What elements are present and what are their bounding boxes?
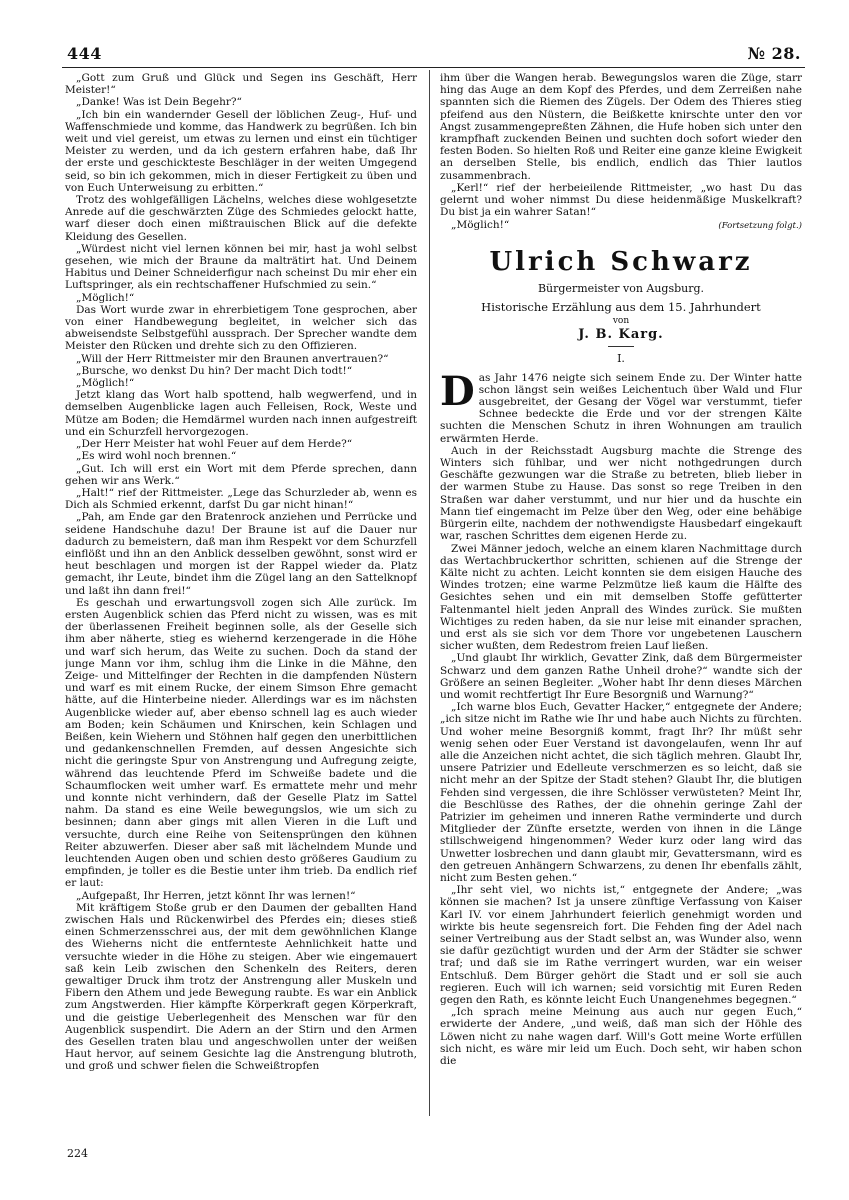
author-rule	[608, 346, 634, 347]
paragraph: „Will der Herr Rittmeister mir den Braunen anvertrauen?“	[76, 352, 389, 365]
left-column	[65, 72, 417, 1122]
story-title: Ulrich Schwarz	[489, 246, 753, 277]
paragraph: „Möglich!“	[76, 377, 135, 390]
story-subtitle: Bürgermeister von Augsburg.	[537, 281, 705, 295]
paragraph: ihm über die Wangen herab. Bewegungslos waren die Züge, starr hing das Auge an dem Kopf des Pferdes, und dem Zerreißen nahe spannten sich die Riemen des Zügels. Der Odem des Thieres stieg pfeifend aus den Nüstern, die Beißkette knirschte unter den vor Angst zusammengepreßten Zähnen, die Hufe hoben sich unter den krampfhaft zuckenden Beinen und suchten doch sofort wieder den festen Boden. So hielten Roß und Reiter eine ganze kleine Ewigkeit an derselben Stelle, bis endlich, endlich das Thier lautlos zusammenbrach.	[440, 72, 802, 182]
paragraph: „Kerl!“ rief der herbeieilende Rittmeister, „wo hast Du das gelernt und woher nimmst Du diese heidenmäßige Muskelkraft? Du bist ja ein wahrer Satan!“	[440, 181, 802, 219]
opening-text: as Jahr 1476 neigte sich seinem Ende zu. Der Winter hatte schon längst sein weißes Leichentuch über Wald und Flur ausgebreitet, der Gesang der Vögel war verstummt, tiefer Schnee bedeckte die Erde und vor der strengen Kälte suchten die Menschen Schutz in ihren Wohnungen am traulich erwärmten Herde.	[440, 371, 802, 445]
story-byline: von	[612, 316, 630, 327]
paragraph: „Möglich!“	[76, 291, 135, 304]
paragraph: „Ich bin ein wandernder Gesell der löblichen Zeug-, Huf- und Waffenschmiede und komme, das Handwerk zu begrüßen. Ich bin weit und viel gereist, um etwas zu lernen und einst ein tüchtiger Meister zu werden, und da ich gestern erfahren habe, daß Ihr der erste und geschickteste Beschläger in der weiten Umgegend seid, so bin ich gekommen, mich in dieser Fertigkeit zu üben und von Euch Unterweisung zu erbitten.“	[65, 108, 417, 194]
paragraph: Mit kräftigem Stoße grub er den Daumen der geballten Hand zwischen Hals und Rückenwirbel des Pferdes ein; dieses stieß einen Schmerzensschrei aus, der mit dem gewöhnlichen Klange des Wieherns nicht die entfernteste Aehnlichkeit hatte und versuchte wieder in die Höhe zu steigen. Aber wie eingemauert saß kein Leib zwischen den Schenkeln des Reiters, deren gewaltiger Druck ihm trotz der Anstrengung aller Muskeln und Fibern den Athem und jede Bewegung raubte. Es war ein Anblick zum Angstwerden. Hier kämpfte Körperkraft gegen Körperkraft, und die geistige Ueberlegenheit des Menschen war für den Augenblick suspendirt. Die Adern an der Stirn und den Armen des Gesellen traten blau und angeschwollen unter der weißen Haut hervor, auf seinem Gesichte lag die Anstrengung blutroth, und groß und schwer fielen die Schweißtropfen	[65, 901, 417, 1073]
header-rule	[62, 67, 805, 68]
page-number: 444	[67, 44, 102, 63]
paragraph: „Ihr seht viel, wo nichts ist,“ entgegnete der Andere; „was können sie machen? Ist ja unsere zünftige Verfassung von Kaiser Karl IV. vor einem Jahrhundert feierlich genehmigt worden und wirkte bis heute segensreich fort. Die Fehden fing der Adel nach seiner Vertreibung aus der Stadt selbst an, was Wunder also, wenn sie dafür gezüchtigt wurden und der Arm der Städter sie schwer traf; und daß sie im Rathe verringert wurden, war ein weiser Entschluß. Dem Bürger gehört die Stadt und er soll sie auch regieren. Euch will ich warnen; seid vorsichtig mit Euren Reden gegen den Rath, es könnte leicht Euch Unangenehmes begegnen.“	[440, 884, 802, 1007]
paragraph: „Aufgepaßt, Ihr Herren, jetzt könnt Ihr was lernen!“	[76, 889, 356, 902]
paragraph: „Danke! Was ist Dein Begehr?“	[76, 96, 242, 109]
paragraph: „Gott zum Gruß und Glück und Segen ins Geschäft, Herr Meister!“	[65, 72, 417, 97]
paragraph: „Würdest nicht viel lernen können bei mir, hast ja wohl selbst gesehen, wie mich der Braune da malträtirt hat. Und Deinem Habitus und Deiner Schneiderfigur nach scheinst Du mir eher ein Luftspringer, als ein rechtschaffener Hufschmied zu sein.“	[65, 242, 417, 292]
paragraph: „Ich sprach meine Meinung aus auch nur gegen Euch,“ erwiderte der Andere, „und weiß, daß man sich der Höhle des Löwen nicht zu nahe wagen darf. Will's Gott meine Worte erfüllen sich nicht, es wäre mir leid um Euch. Doch seht, wir haben schon die	[440, 1006, 802, 1068]
paragraph: „Bursche, wo denkst Du hin? Der macht Dich todt!“	[76, 364, 353, 377]
dialog-line: „Möglich!“	[451, 219, 510, 232]
paragraph: Trotz des wohlgefälligen Lächelns, welches diese wohlgesetzte Anrede auf die geschwärzten Züge des Schmiedes gelockt hatte, warf dieser doch einen mißtrauischen Blick auf die defekte Kleidung des Gesellen.	[65, 194, 417, 243]
story-genre: Historische Erzählung aus dem 15. Jahrhundert	[481, 299, 761, 314]
signature-number: 224	[67, 1147, 88, 1160]
paragraph: „Es wird wohl noch brennen.“	[76, 450, 237, 463]
paragraph: „Pah, am Ende gar den Bratenrock anziehen und Perrücke und seidene Handschuhe dazu! Der Braune ist auf die Dauer nur dadurch zu bemeistern, daß man ihm Respekt vor dem Schurzfell einflößt und ihn an den Anblick desselben gewöhnt, sonst wird er heut beschlagen und morgen ist der Rappel wieder da. Platz gemacht, ihr Leute, bindet ihm die Zügel lang an den Sattelknopf und laßt ihn dann frei!“	[65, 511, 417, 597]
paragraph: „Der Herr Meister hat wohl Feuer auf dem Herde?“	[76, 438, 353, 451]
paragraph: Jetzt klang das Wort halb spottend, halb wegwerfend, und in demselben Augenblicke lagen auch Felleisen, Rock, Weste und Mütze am Boden; die Hemdärmel wurden nach innen aufgestreift und ein Schurzfell hervorgezogen.	[65, 389, 417, 438]
issue-number: № 28.	[747, 44, 801, 63]
paragraph: „Ich warne blos Euch, Gevatter Hacker,“ entgegnete der Andere; „ich sitze nicht im Rathe wie Ihr und habe auch Nichts zu fürchten. Und woher meine Besorgniß kommt, fragt Ihr? Ihr müßt sehr wenig sehen oder Euer Verstand ist davongelaufen, wenn Ihr auf alle die Anzeichen nicht achtet, die sich täglich mehren. Glaubt Ihr, unsere Patrizier und Edelleute verschmerzen es so leicht, daß sie nicht mehr an der Spitze der Stadt stehen? Glaubt Ihr, die blutigen Fehden sind vergessen, die ihre Schlösser verwüsteten? Meint Ihr, die Beschlüsse des Rathes, der die ohnehin geringe Zahl der Patrizier im geheimen und inneren Rathe verminderte und durch Mitglieder der Zünfte ersetzte, werden von ihnen in die Länge stillschweigend hingenommen? Weder kurz oder lang wird das Unwetter losbrechen und dann glaubt mir, Gevattersmann, wird es den getreuen Anhängern Schwarzens, zu denen Ihr ebenfalls zählt, nicht zum Besten gehen.“	[440, 701, 802, 884]
paragraph: „Halt!“ rief der Rittmeister. „Lege das Schurzleder ab, wenn es Dich als Schmied erkennt, darfst Du gar nicht hinan!“	[65, 486, 417, 512]
chapter-number: I.	[617, 352, 625, 366]
paragraph: Zwei Männer jedoch, welche an einem klaren Nachmittage durch das Wertachbruckerthor schritten, schienen auf die Strenge der Kälte nicht zu achten. Leicht konnten sie dem eisigen Hauche des Windes trotzen; eine warme Pelzmütze ließ kaum die Hälfte des Gesichtes sehen und ein mit demselben Stoffe gefütterter Faltenmantel hielt jeden Anprall des Windes zurück. Sie mußten Wichtiges zu reden haben, da sie nur leise mit einander sprachen, und erst als sie sich vor dem Thore vor ungebetenen Lauschern sicher wußten, dem Redestrom freien Lauf ließen.	[440, 542, 802, 653]
paragraph: Es geschah und erwartungsvoll zogen sich Alle zurück. Im ersten Augenblick schien das Pferd nicht zu wissen, was es mit der überlassenen Freiheit beginnen solle, als der Geselle sich ihm aber näherte, stieg es wiehernd kerzengerade in die Höhe und warf sich herum, das Weite zu suchen. Doch da stand der junge Mann vor ihm, schlug ihm die Linke in die Mähne, den Zeige- und Mittelfinger der Rechten in die dampfenden Nüstern und warf es mit einem Rucke, der einem Simson Ehre gemacht hätte, auf die Hinterbeine nieder. Allerdings war es im nächsten Augenblicke wieder auf, aber ebenso schnell lag es auch wieder am Boden; kein Schäumen und Knirschen, kein Schlagen und Beißen, kein Wiehern und Stöhnen half gegen den unerbittlichen und gedankenschnellen Fremden, auf dessen Angesichte sich nicht die geringste Spur von Anstrengung und Aufregung zeigte, während das leuchtende Pferd im Schweiße badete und die Schaumflocken weit umher warf. Es ermattete mehr und mehr und konnte nicht verhindern, daß der Geselle Platz im Sattel nahm. Da stand es eine Weile bewegungslos, wie um sich zu besinnen; dann aber gings mit allen Vieren in die Luft und versuchte, durch eine Reihe von Seitensprüngen den kühnen Reiter abzuwerfen. Dieser aber saß mit lächelndem Munde und leuchtenden Augen oben und schien desto größeres Gaudium zu empfinden, je toller es die Bestie unter ihm trieb. Da endlich rief er laut:	[65, 596, 417, 890]
right-column	[440, 72, 802, 1122]
paragraph: „Und glaubt Ihr wirklich, Gevatter Zink, daß dem Bürgermeister Schwarz und dem ganzen Rathe Unheil drohe?“ wandte sich der Größere an seinen Begleiter. „Woher habt Ihr denn dieses Märchen und womit rechtfertigt Ihr Eure Besorgniß und Warnung?“	[440, 652, 802, 701]
closing-line	[440, 219, 802, 232]
story-author: J. B. Karg.	[578, 327, 664, 343]
continuation-note: (Fortsetzung folgt.)	[718, 221, 802, 232]
column-rule	[429, 70, 430, 1116]
opening-paragraph	[440, 367, 802, 445]
paragraph: Auch in der Reichsstadt Augsburg machte die Strenge des Winters sich fühlbar, und wer nicht nothgedrungen durch Geschäfte gezwungen war die Straße zu betreten, blieb lieber in der warmen Stube zu Hause. Das sonst so rege Treiben in den Straßen war daher verstummt, und nur hier und da huschte ein Mann tief eingemacht im Pelze über den Weg, oder eine behäbige Bürgerin eilte, nachdem der nothwendigste Hausbedarf eingekauft war, raschen Schrittes dem eigenen Herde zu.	[440, 444, 802, 543]
drop-cap: D	[440, 367, 475, 415]
paragraph: Das Wort wurde zwar in ehrerbietigem Tone gesprochen, aber von einer Handbewegung begleitet, in welcher sich das abweisendste Selbstgefühl aussprach. Der Sprecher wandte dem Meister den Rücken und drehte sich zu den Offizieren.	[65, 303, 417, 353]
paragraph: „Gut. Ich will erst ein Wort mit dem Pferde sprechen, dann gehen wir ans Werk.“	[65, 462, 417, 487]
